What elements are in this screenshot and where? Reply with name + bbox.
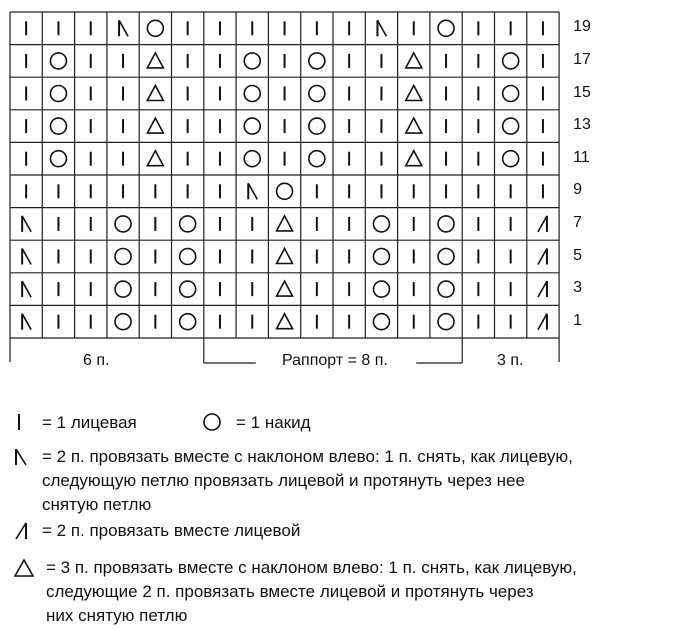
row-number: 5 (573, 246, 582, 264)
yarn-over-symbol (115, 216, 131, 232)
yarn-over-symbol (309, 151, 325, 167)
yarn-over-symbol (115, 314, 131, 330)
yarn-over-symbol (503, 53, 519, 69)
row-number: 1 (573, 311, 582, 329)
row-number: 11 (573, 148, 590, 166)
yarn-over-symbol (244, 53, 260, 69)
knit-stitch-icon (12, 412, 26, 432)
left-lean-3tog-symbol (147, 53, 163, 68)
left-lean-2tog-symbol (22, 249, 31, 265)
left-lean-2tog-symbol (22, 281, 31, 297)
left-lean-2tog-symbol (22, 216, 31, 232)
row-number: 17 (573, 50, 591, 68)
label-repeat: Раппорт = 8 п. (282, 352, 388, 369)
left-lean-3tog-icon (12, 557, 36, 579)
yarn-over-symbol (180, 314, 196, 330)
left-lean-3tog-symbol (406, 86, 422, 101)
left-lean-3tog-symbol (406, 118, 422, 133)
left-lean-3tog-symbol (147, 86, 163, 101)
legend-yarn-over: = 1 накид (236, 413, 311, 432)
k2tog-symbol (538, 216, 547, 232)
left-lean-3tog-symbol (147, 118, 163, 133)
yarn-over-symbol (115, 281, 131, 297)
legend-left-lean-3tog-line2: следующие 2 п. провязать вместе лицевой и протянуть через (46, 582, 534, 601)
left-lean-2tog-symbol (119, 20, 128, 36)
yarn-over-symbol (438, 281, 454, 297)
left-lean-3tog-symbol (147, 151, 163, 166)
legend-knit: = 1 лицевая (42, 413, 137, 432)
yarn-over-symbol (244, 86, 260, 102)
yarn-over-symbol (309, 118, 325, 134)
yarn-over-symbol (309, 53, 325, 69)
row-number: 7 (573, 213, 582, 231)
yarn-over-symbol (50, 151, 66, 167)
yarn-over-symbol (50, 118, 66, 134)
k2tog-icon (12, 520, 30, 542)
legend-k2tog: = 2 п. провязать вместе лицевой (42, 521, 301, 540)
yarn-over-symbol (115, 249, 131, 265)
left-lean-3tog-symbol (277, 281, 293, 296)
row-number: 13 (573, 116, 591, 134)
yarn-over-symbol (180, 281, 196, 297)
left-lean-3tog-symbol (277, 314, 293, 329)
label-3-stitches: 3 п. (497, 352, 524, 369)
legend-left-lean-3tog-line3: них снятую петлю (46, 606, 188, 625)
row-number: 9 (573, 181, 582, 199)
yarn-over-symbol (438, 20, 454, 36)
left-lean-2tog-symbol (377, 20, 386, 36)
yarn-over-symbol (503, 118, 519, 134)
label-6-stitches: 6 п. (83, 352, 110, 369)
yarn-over-symbol (373, 281, 389, 297)
k2tog-symbol (538, 249, 547, 265)
left-lean-3tog-symbol (406, 53, 422, 68)
left-lean-2tog-symbol (248, 183, 257, 199)
yarn-over-symbol (244, 118, 260, 134)
yarn-over-symbol (180, 249, 196, 265)
yarn-over-symbol (438, 314, 454, 330)
row-number: 19 (573, 18, 591, 36)
left-lean-2tog-symbol (22, 314, 31, 330)
row-number: 3 (573, 279, 582, 297)
legend-left-lean-2tog-line3: снятую петлю (42, 495, 152, 514)
legend-left-lean-3tog-line1: = 3 п. провязать вместе с наклоном влево: 1 п. снять, как лицевую, (46, 558, 577, 577)
yarn-over-symbol (180, 216, 196, 232)
yarn-over-symbol (503, 86, 519, 102)
k2tog-symbol (538, 281, 547, 297)
yarn-over-symbol (373, 216, 389, 232)
left-lean-3tog-symbol (406, 151, 422, 166)
left-lean-3tog-symbol (277, 249, 293, 264)
yarn-over-symbol (147, 20, 163, 36)
yarn-over-symbol (373, 249, 389, 265)
legend-left-lean-2tog-line1: = 2 п. провязать вместе с наклоном влево: 1 п. снять, как лицевую, (42, 447, 573, 466)
yarn-over-symbol (438, 249, 454, 265)
left-lean-2tog-icon (12, 446, 30, 468)
yarn-over-symbol (277, 183, 293, 199)
legend-left-lean-2tog-line2: следующую петлю провязать лицевой и протянуть через нее (42, 471, 525, 490)
yarn-over-symbol (438, 216, 454, 232)
yarn-over-icon (201, 411, 223, 433)
yarn-over-symbol (50, 53, 66, 69)
yarn-over-symbol (503, 151, 519, 167)
yarn-over-symbol (309, 86, 325, 102)
k2tog-symbol (538, 314, 547, 330)
yarn-over-symbol (373, 314, 389, 330)
row-number: 15 (573, 83, 591, 101)
yarn-over-symbol (50, 86, 66, 102)
left-lean-3tog-symbol (277, 216, 293, 231)
yarn-over-symbol (244, 151, 260, 167)
